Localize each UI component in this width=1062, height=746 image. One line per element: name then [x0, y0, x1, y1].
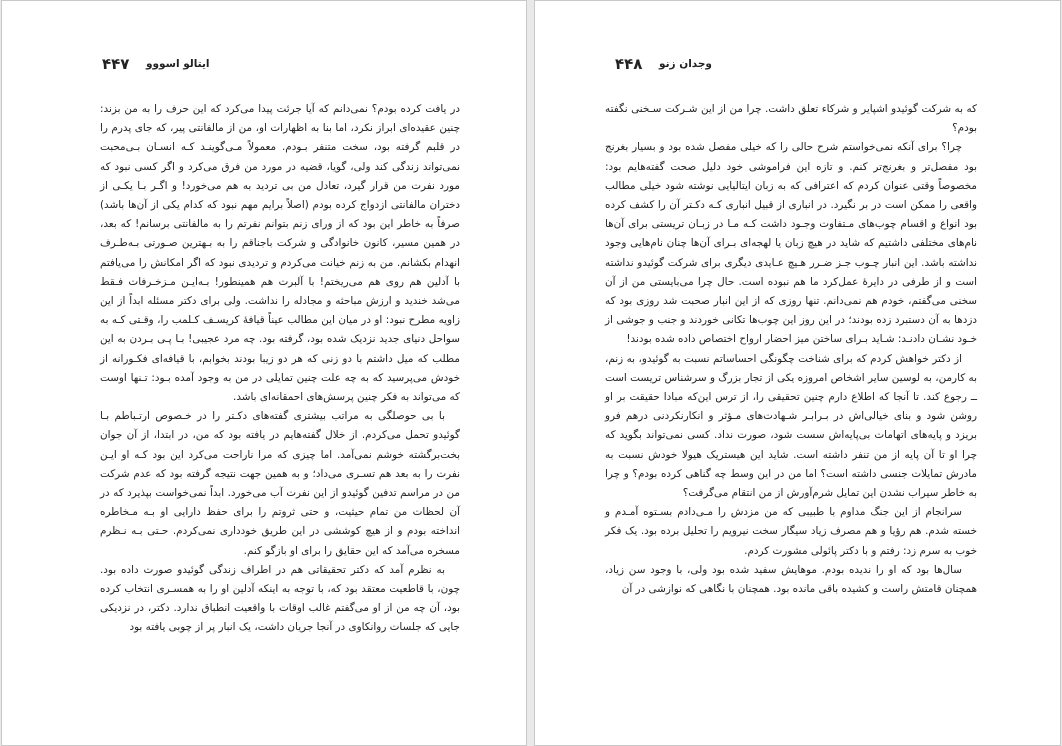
paragraph: با بی حوصلگی به مراتب بیشتری گفته‌های دکـتر را در خـصوص ارتـباطم بـا گوئیدو تحمل می‌کردم. از خلال گفته‌هایم در یافته بود که من، در ابتدا، از آن جوان بخت‌برگشته خوشم نمی‌آمد. اما چیزی که مرا ناراحت می‌کرد این بود کـه او ایـن نفرت را به بعد هم تسـری می‌داد؛ و به همین جهت نتیجه گرفته بود که عدم شرکت من در مراسم تدفین گوئیدو از این نفرت آب می‌خورد. ابداً نمی‌خواست بپذیرد که در آن لحظات من تمام حیثیت، و حتی ثروتم را برای حفظ دارایی او بـه مـخاطره انداخته بودم و از هیچ کوششی در این طریق خودداری نمی‌کردم. حـتی بـه نـظرم مسخره می‌آمد که این حقایق را برای او بازگو کنم. [100, 410, 460, 557]
page-number: ۴۴۷ [102, 55, 130, 73]
paragraph: چرا؟ برای آنکه نمی‌خواستم شرح حالی را که خیلی مفصل شده بود و بسیار بغرنج بود مفصل‌تر و بغرنج‌تر کنم. و تازه این فراموشی خود دلیل صحت گفته‌هایم بود: مخصوصاً وقتی عنوان کردم که اعترافی که به زبان ایتالیایی نوشته شود خیلی مطالب واقعی را ممکن است در بر نگیرد. در انباری از قبیل انباری کـه دکـتر آن را کشف کرده بود انواع و اقسام چوب‌های مـتفاوت وجـود داشت کـه مـا در زبـان تریستی برای آن‌ها نام‌های مختلفی داشتیم که شاید در هیچ زبان یا لهجه‌ای بـرای آن‌ها چنان نام‌هایی وجود نداشته باشد. این انبار چـوب جـز ضـرر هـیچ عـایدی دیگری برای شرکت گوئیدو نداشته است و از طرفی در دایرهٔ عمل‌کرد ما هم نبوده است. حال چرا می‌بایستی من از آن سخنی می‌گفتم، خودم هم نمی‌دانم. تنها روزی که از این انبار صحبت شد روزی بود که دزدها به آن دستبرد زده بودند؛ در این روز این چوب‌ها تکانی خوردند و جنب و جوشی از خـود نشـان دادنـد: شـاید بـرای ساختن میز احضار ارواح اختصاص داده شده بودند! [605, 141, 977, 346]
right-page-header [587, 55, 1012, 79]
paragraph: سرانجام از این جنگ مداوم با طبیبی که من مزدش را مـی‌دادم بسـتوه آمـدم و خسته شدم. هم رؤیا و هم مصرف زیاد سیگار سخت نیرویم را تحلیل برده بود. یک فکر خوب به سرم زد: رفتم و با دکتر پائولی مشورت کردم. [605, 506, 977, 557]
paragraph: سال‌ها بود که او را ندیده بودم. موهایش سفید شده بود ولی، با وجود سن زیاد، همچنان قامتش راست و کشیده باقی مانده بود. همچنان با نگاهی که نوازشی در آن [605, 563, 977, 596]
paragraph: در یافت کرده بودم؟ نمی‌دانم که آیا جرئت پیدا می‌کرد که این حرف را به من بزند: چنین عقیده‌ای ابراز نکرد، اما بنا به اظهارات او، من از مالفانتی پیر، که جای پدرم را در قلبم گرفته بود، سخت متنفر بـودم. معمولاً مـی‌گوینـد کـه انسـان بـی‌محبت نمی‌تواند زندگی کند ولی، گویا، قضیه در مورد من فرق می‌کرد و اگر کسی نبود که مورد نفرت من قرار گیرد، تعادل من بی تردید به هم می‌خورد! و اگـر بـا یکـی از دختران مالفانتی ازدواج کرده بودم (اصلاً برایم مهم نبود که کدام یکی از آن‌ها باشد) صرفاً به خاطر این بود که از ورای زنم بتوانم نفرتم را به مالفانتی برسانم! که بعد، در همین مسیر، کانون خانوادگی و شرکت باجناقم را به بـهترین صـورتی بـه‌طـرف انهدام بکشانم. من به زنم خیانت می‌کردم و تردیدی نبود که اگر امکانش را می‌یافتم با آدلین هم روی هم می‌ریختم! با آلبرت هم همینطور! بـه‌ایـن مـزخـرفات فـقط می‌شد خندید و ارزش مباحثه و مجادله را نداشت. ولی برای دکتر مسئله ابداً از این زاویه مطرح نبود: او در میان این مطالب عیناً قیافهٔ کریسـف کـلمب را، وقـتی کـه به سواحل دنیای جدید نزدیک شده بود، گرفته بود. چه مرد عجیبی! بـا پـی بـردن به این مطلب که میل داشتم با دو زنی که هر دو زیبا بودند بخوابم، با قیافه‌ای فکـورانه از خودش می‌پرسید که به چه علت چنین تمایلی در من به وجود آمده بـود: تـنها اوست که می‌تواند به فکر چنین پرسش‌های احمقانه‌ای باشد. [100, 103, 460, 404]
running-head: ایتالو اسووو [146, 58, 210, 70]
left-page [1, 0, 527, 746]
page-number: ۴۴۸ [615, 55, 643, 73]
right-page-body [605, 100, 977, 599]
right-page [534, 0, 1061, 746]
paragraph: که به شرکت گوئیدو اشپایر و شرکاء تعلق داشت. چرا من از این شـرکت سـخنی نگفته بودم؟ [605, 103, 977, 135]
paragraph: از دکتر خواهش کردم که برای شناخت چگونگی احساساتم نسبت به گوئیدو، به زنم، به کارمن، به لوسین سایر اشخاص امروزه یکی از تجار بزرگ و سرشناس تریست است ــ رجوع کند. تا آنجا که اطلاع دارم چنین تحقیقی را، از ترس این‌که مبادا حقیقت بر او روشن شود و بنای خیالی‌اش در بـرابـر شـهادت‌های مـؤثر و انکارنکردنی درهم فرو بریزد و پایه‌های اتهامات بی‌پایه‌اش سست شود، صورت نداد. کسی نمی‌تواند بگوید که چرا او تا آن پایه از من تنفر داشته است. شاید این هیستریک هیولا خودش نسبت به مادرش تمایلات جنسی داشته است؟ اما من در این وسط چه گناهی کرده بودم؟ و چرا به خاطر سیراب نشدن این تمایل شرم‌آورش از من انتقام می‌گرفت؟ [605, 352, 977, 500]
paragraph: به نظرم آمد که دکتر تحقیقاتی هم در اطراف زندگی گوئیدو صورت داده بود. چون، با قاطعیت معتقد بود که، با توجه به اینکه آدلین او را به همسـری انتخاب کرده بود، آن چه من از او می‌گفتم غالب اوقات با واقعیت انطباق ندارد. دکتر، در نزدیکی جایی که جلسات روانکاوی در آنجا جریان داشت، یک انبار پر از چوبی یافته بود [100, 563, 460, 634]
running-head: وجدان زنو [659, 58, 712, 70]
left-page-header [54, 55, 478, 79]
left-page-body [100, 100, 460, 638]
